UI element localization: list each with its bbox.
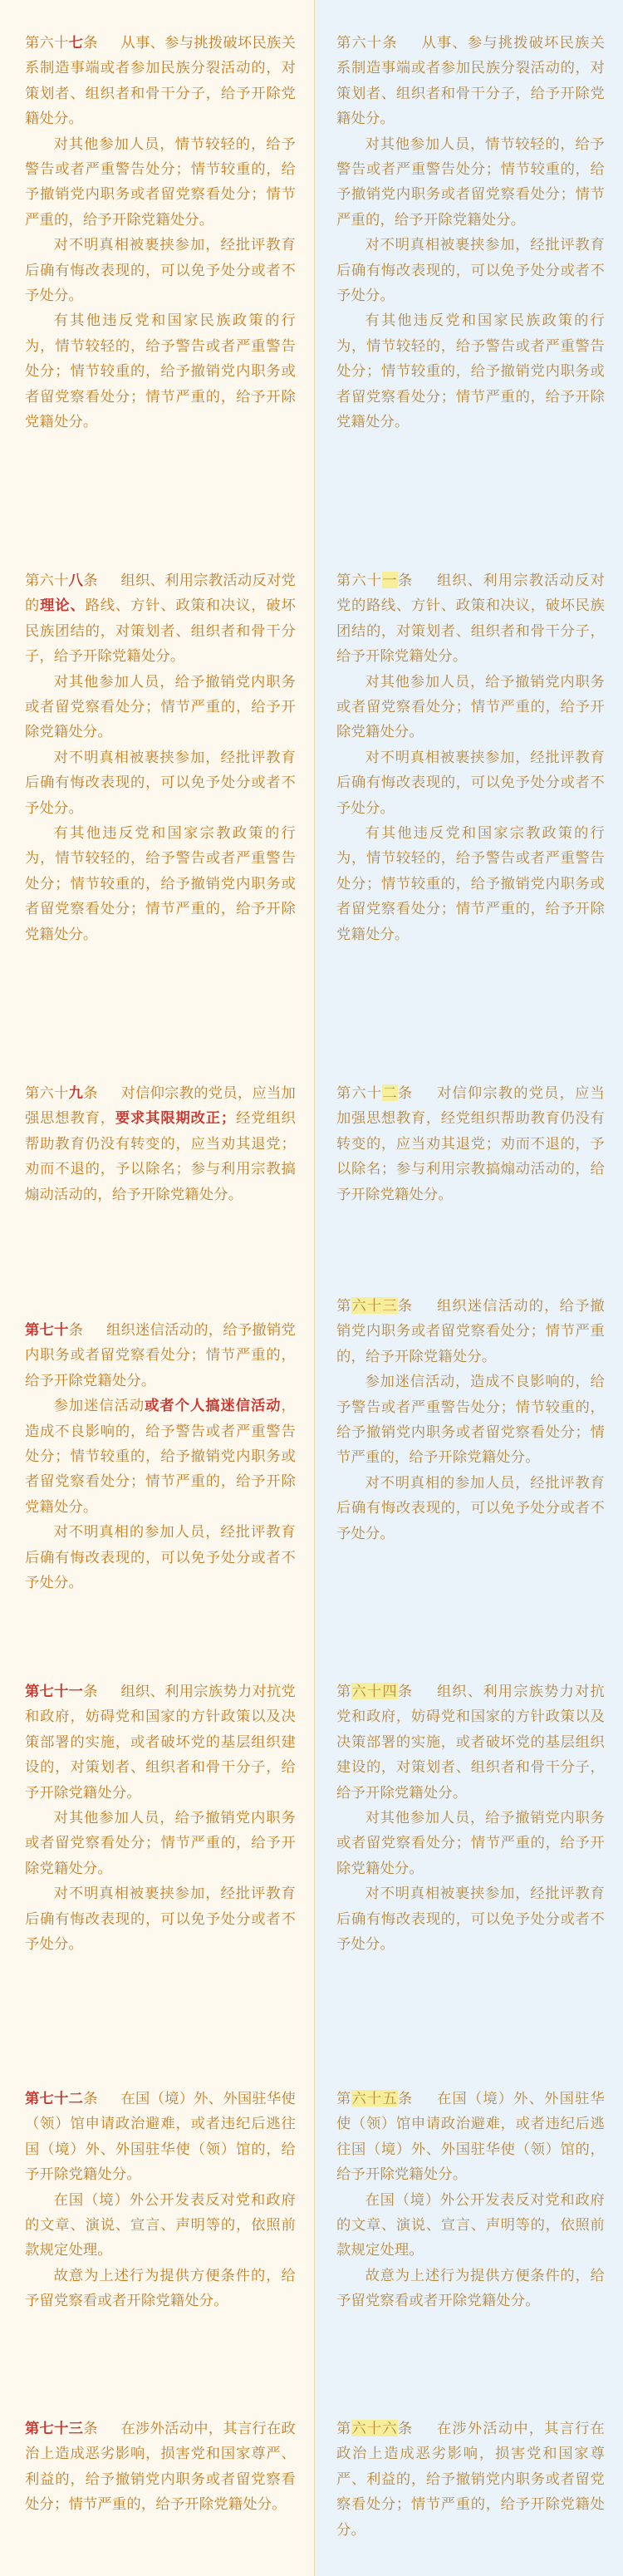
article-67-left-p3: 对不明真相被裹挟参加，经批评教育后确有悔改表现的，可以免予处分或者不予处分。 bbox=[25, 236, 296, 304]
article-62-right bbox=[315, 1080, 623, 1207]
article-72-left bbox=[0, 2086, 314, 2313]
article-65-right-p2: 在国（境）外公开发表反对党和政府的文章、演说、宣言、声明等的，依照前款规定处理。 bbox=[336, 2190, 605, 2259]
article-67-left-p1: 第六十七条 从事、参与挑拨破坏民族关系制造事端或者参加民族分裂活动的，对策划者、组织者和骨干分子，给予开除党籍处分。 bbox=[25, 34, 297, 127]
article-67-left bbox=[0, 30, 314, 435]
article-70-left-p1: 第七十条 组织迷信活动的，给予撤销党内职务或者留党察看处分；情节严重的，给予开除党籍处分。 bbox=[25, 1321, 297, 1389]
article-69-left-p1: 第六十九条 对信仰宗教的党员，应当加强思想教育，要求其限期改正；经党组织帮助教育仍没有转变的，应当劝其退党；劝而不退的，予以除名；参与利用宗教搞煽动活动的，给予开除党籍处分。 bbox=[25, 1084, 297, 1202]
article-68-left-p3: 对不明真相被裹挟参加，经批评教育后确有悔改表现的，可以免予处分或者不予处分。 bbox=[25, 748, 296, 816]
article-60-right-p3: 对不明真相被裹挟参加，经批评教育后确有悔改表现的，可以免予处分或者不予处分。 bbox=[336, 236, 605, 304]
article-72-left-p1: 第七十二条 在国（境）外、外国驻华使（领）馆申请政治避难，或者违纪后逃往国（境）外、外国驻华使（领）馆的，给予开除党籍处分。 bbox=[25, 2090, 297, 2183]
article-72-left-p3: 故意为上述行为提供方便条件的，给予留党察看或者开除党籍处分。 bbox=[25, 2266, 296, 2309]
article-65-right-p3: 故意为上述行为提供方便条件的，给予留党察看或者开除党籍处分。 bbox=[336, 2266, 605, 2309]
article-71-left bbox=[0, 1679, 314, 1956]
article-73-left-p1: 第七十三条 在涉外活动中，其言行在政治上造成恶劣影响，损害党和国家尊严、利益的，给予撤销党内职务或者留党察看处分；情节严重的，给予开除党籍处分。 bbox=[25, 2420, 297, 2513]
article-71-left-p3: 对不明真相被裹挟参加，经批评教育后确有悔改表现的，可以免予处分或者不予处分。 bbox=[25, 1885, 296, 1953]
article-68-left-p4: 有其他违反党和国家宗教政策的行为，情节较轻的，给予警告或者严重警告处分；情节较重的，给予撤销党内职务或者留党察看处分；情节严重的，给予开除党籍处分。 bbox=[25, 824, 296, 942]
article-63-right-p1: 第六十三条 组织迷信活动的，给予撤销党内职务或者留党察看处分；情节严重的，给予开除党籍处分。 bbox=[336, 1297, 606, 1364]
article-61-right-p1: 第六十一条 组织、利用宗教活动反对党的路线、方针、政策和决议，破坏民族团结的，对策划者、组织者和骨干分子，给予开除党籍处分。 bbox=[336, 572, 606, 665]
article-73-left bbox=[0, 2416, 314, 2517]
article-60-right-p2: 对其他参加人员，情节较轻的，给予警告或者严重警告处分；情节较重的，给予撤销党内职务或者留党察看处分；情节严重的，给予开除党籍处分。 bbox=[336, 135, 605, 228]
article-70-left-p3: 对不明真相的参加人员，经批评教育后确有悔改表现的，可以免予处分或者不予处分。 bbox=[25, 1523, 296, 1591]
article-63-right-p3: 对不明真相的参加人员，经批评教育后确有悔改表现的，可以免予处分或者不予处分。 bbox=[336, 1473, 605, 1541]
article-61-right-p4: 有其他违反党和国家宗教政策的行为，情节较轻的，给予警告或者严重警告处分；情节较重的，给予撤销党内职务或者留党察看处分；情节严重的，给予开除党籍处分。 bbox=[336, 824, 605, 942]
article-72-left-p2: 在国（境）外公开发表反对党和政府的文章、演说、宣言、声明等的，依照前款规定处理。 bbox=[25, 2190, 296, 2259]
article-63-right-p2: 参加迷信活动，造成不良影响的，给予警告或者严重警告处分；情节较重的，给予撤销党内职务或者留党察看处分；情节严重的，给予开除党籍处分。 bbox=[336, 1373, 605, 1466]
article-63-right bbox=[315, 1293, 623, 1546]
article-67-left-p2: 对其他参加人员，情节较轻的，给予警告或者严重警告处分；情节较重的，给予撤销党内职务或者留党察看处分；情节严重的，给予开除党籍处分。 bbox=[25, 135, 296, 228]
article-65-right-p1: 第六十五条 在国（境）外、外国驻华使（领）馆申请政治避难，或者违纪后逃往国（境）外、外国驻华使（领）馆的，给予开除党籍处分。 bbox=[336, 2090, 606, 2183]
article-69-left bbox=[0, 1080, 314, 1207]
article-61-right bbox=[315, 568, 623, 946]
article-70-left bbox=[0, 1317, 314, 1595]
article-60-right bbox=[315, 30, 623, 435]
article-70-left-p2: 参加迷信活动或者个人搞迷信活动，造成不良影响的，给予警告或者严重警告处分；情节较重的，给予撤销党内职务或者留党察看处分；情节严重的，给予开除党籍处分。 bbox=[25, 1397, 297, 1515]
article-71-left-p1: 第七十一条 组织、利用宗族势力对抗党和政府，妨碍党和国家的方针政策以及决策部署的实施，或者破坏党的基层组织建设的，对策划者、组织者和骨干分子，给予开除党籍处分。 bbox=[25, 1683, 297, 1801]
original-column bbox=[315, 0, 623, 2576]
article-68-left-p1: 第六十八条 组织、利用宗教活动反对党的理论、路线、方针、政策和决议，破坏民族团结的，对策划者、组织者和骨干分子，给予开除党籍处分。 bbox=[25, 572, 297, 665]
article-60-right-p4: 有其他违反党和国家民族政策的行为，情节较轻的，给予警告或者严重警告处分；情节较重的，给予撤销党内职务或者留党察看处分；情节严重的，给予开除党籍处分。 bbox=[336, 312, 605, 430]
article-60-right-p1: 第六十条 从事、参与挑拨破坏民族关系制造事端或者参加民族分裂活动的，对策划者、组织者和骨干分子，给予开除党籍处分。 bbox=[336, 34, 605, 127]
article-61-right-p2: 对其他参加人员，给予撤销党内职务或者留党察看处分；情节严重的，给予开除党籍处分。 bbox=[336, 672, 605, 740]
article-64-right-p2: 对其他参加人员，给予撤销党内职务或者留党察看处分；情节严重的，给予开除党籍处分。 bbox=[336, 1809, 605, 1876]
article-62-right-p1: 第六十二条 对信仰宗教的党员，应当加强思想教育，经党组织帮助教育仍没有转变的，应当劝其退党；劝而不退的，予以除名；参与利用宗教搞煽动活动的，给予开除党籍处分。 bbox=[336, 1084, 606, 1202]
article-61-right-p3: 对不明真相被裹挟参加，经批评教育后确有悔改表现的，可以免予处分或者不予处分。 bbox=[336, 748, 605, 816]
article-66-right bbox=[315, 2416, 623, 2542]
article-68-left-p2: 对其他参加人员，给予撤销党内职务或者留党察看处分；情节严重的，给予开除党籍处分。 bbox=[25, 672, 296, 740]
article-66-right-p1: 第六十六条 在涉外活动中，其言行在政治上造成恶劣影响，损害党和国家尊严、利益的，给予撤销党内职务或者留党察看处分；情节严重的，给予开除党籍处分。 bbox=[336, 2420, 606, 2538]
article-71-left-p2: 对其他参加人员，给予撤销党内职务或者留党察看处分；情节严重的，给予开除党籍处分。 bbox=[25, 1809, 296, 1876]
article-64-right-p3: 对不明真相被裹挟参加，经批评教育后确有悔改表现的，可以免予处分或者不予处分。 bbox=[336, 1885, 605, 1953]
article-64-right bbox=[315, 1679, 623, 1956]
article-64-right-p1: 第六十四条 组织、利用宗族势力对抗党和政府，妨碍党和国家的方针政策以及决策部署的实施，或者破坏党的基层组织建设的，对策划者、组织者和骨干分子，给予开除党籍处分。 bbox=[336, 1683, 606, 1801]
article-65-right bbox=[315, 2086, 623, 2313]
article-68-left bbox=[0, 568, 314, 946]
article-67-left-p4: 有其他违反党和国家民族政策的行为，情节较轻的，给予警告或者严重警告处分；情节较重的，给予撤销党内职务或者留党察看处分；情节严重的，给予开除党籍处分。 bbox=[25, 312, 296, 430]
